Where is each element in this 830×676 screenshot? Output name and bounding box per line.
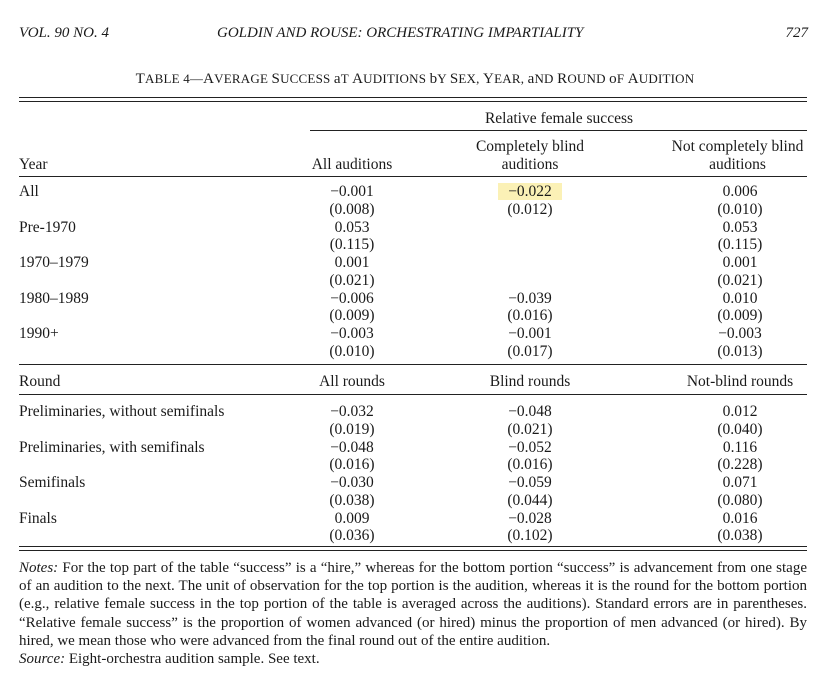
cell-standard-error: (0.012) [507, 200, 553, 218]
cell-standard-error: (0.044) [507, 491, 553, 509]
table-cell [292, 403, 412, 438]
cell-standard-error: (0.016) [507, 456, 553, 473]
caption-word: bY [429, 71, 447, 87]
caption-table-word: TABLE [135, 71, 180, 87]
cell-estimate: −0.003 [718, 325, 762, 342]
caption-word: AUDITIONS [352, 71, 427, 87]
cell-estimate: −0.001 [508, 325, 552, 342]
caption-word: ROUND [557, 71, 606, 87]
cell-estimate: −0.052 [508, 438, 552, 456]
cell-standard-error: (0.017) [507, 342, 553, 360]
journal-volume: VOL. 90 NO. 4 [19, 25, 109, 41]
colhead-all-rounds: All rounds [319, 373, 385, 390]
table-cell [680, 325, 800, 360]
cell-standard-error: (0.009) [717, 307, 763, 324]
cell-estimate: −0.059 [508, 474, 552, 491]
cell-estimate: 0.016 [722, 509, 758, 527]
bottom-row [0, 510, 830, 546]
colhead-blind-rounds: Blind rounds [489, 373, 571, 390]
cell-estimate: 0.012 [722, 403, 758, 420]
table-notes [19, 559, 807, 668]
cell-standard-error: (0.021) [717, 271, 763, 289]
cell-standard-error: (0.115) [329, 236, 375, 253]
cell-standard-error: (0.008) [329, 200, 375, 218]
cell-standard-error: (0.009) [329, 307, 375, 324]
notes-text: For the top part of the table “success” is a “hire,” whereas for the bottom portion “success” is advancement from one stage of an audition to the next. The unit of observation for the top portion is the audition, whereas it is the round for the bottom portion (e.g., relative female success in the top portion of the table is averaged across the auditions). Standard errors are in parentheses. “Relative female success” is the proportion of women advanced (or hired) minus the proportion of men advanced (or hired). By hired, we mean those who were advanced from the final round out of the entire audition. [19, 560, 807, 649]
top-row [0, 183, 830, 219]
cell-estimate: −0.028 [508, 509, 552, 527]
cell-standard-error: (0.038) [717, 527, 763, 544]
table-cell [292, 219, 412, 254]
table-cell [680, 290, 800, 325]
top-row [0, 254, 830, 290]
table-cell [292, 474, 412, 509]
row-label: Preliminaries, with semifinals [19, 438, 205, 456]
cell-standard-error: (0.102) [507, 527, 553, 544]
caption-word: YEAR, [483, 71, 525, 87]
cell-estimate: 0.116 [722, 438, 758, 456]
cell-standard-error: (0.021) [329, 271, 375, 289]
cell-estimate: −0.039 [508, 289, 552, 307]
table-cell [680, 403, 800, 438]
cell-estimate: 0.010 [722, 289, 758, 307]
top-row [0, 325, 830, 361]
table-cell [292, 510, 412, 545]
row-label: Preliminaries, without semifinals [19, 403, 225, 420]
cell-estimate: 0.053 [334, 218, 370, 236]
cell-estimate: −0.006 [330, 289, 374, 307]
cell-standard-error: (0.228) [717, 456, 763, 473]
cell-standard-error: (0.016) [507, 307, 553, 324]
caption-word: SUCCESS [271, 71, 331, 87]
cell-standard-error: (0.038) [329, 491, 375, 509]
table-cell [292, 254, 412, 289]
cell-standard-error: (0.021) [507, 420, 553, 438]
table-cell [292, 183, 412, 218]
cell-estimate: 0.001 [334, 254, 370, 271]
source-text: Eight-orchestra audition sample. See text. [65, 651, 320, 668]
cell-standard-error: (0.016) [329, 456, 375, 473]
caption-dash: — [189, 71, 204, 86]
top-rule-1 [19, 97, 807, 98]
cell-standard-error: (0.080) [717, 491, 763, 509]
table-cell [470, 403, 590, 438]
row-label: 1990+ [19, 325, 59, 342]
table-cell [292, 439, 412, 474]
cell-standard-error: (0.013) [717, 342, 763, 360]
row-head-year: Year [19, 156, 48, 173]
cell-estimate: 0.006 [722, 183, 758, 200]
top-row [0, 290, 830, 326]
header-rule [19, 176, 807, 177]
table-cell [470, 439, 590, 474]
cell-standard-error: (0.010) [329, 342, 375, 360]
table-cell [680, 439, 800, 474]
table-cell [470, 183, 590, 218]
mid-rule-1 [19, 364, 807, 365]
table-cell [470, 290, 590, 325]
cell-estimate: −0.048 [508, 403, 552, 420]
caption-word: SEX, [449, 71, 480, 87]
cell-standard-error: (0.010) [717, 200, 763, 218]
cell-standard-error: (0.115) [717, 236, 763, 253]
row-label: Pre-1970 [19, 218, 76, 236]
table-cell [292, 325, 412, 360]
colhead-not-completely-blind: Not completely blind auditions [671, 138, 804, 173]
bottom-rule-2 [19, 550, 807, 551]
top-rule-2 [19, 101, 807, 102]
cell-estimate: −0.048 [330, 438, 374, 456]
row-label: Finals [19, 509, 57, 527]
cell-estimate: 0.009 [334, 509, 370, 527]
cell-estimate: 0.071 [722, 474, 758, 491]
span-header: Relative female success [484, 110, 634, 127]
caption-word: oF [609, 71, 625, 87]
caption-word: AVERAGE [203, 71, 269, 87]
caption-word: aT [333, 71, 349, 87]
cell-standard-error: (0.036) [329, 527, 375, 544]
bottom-row [0, 403, 830, 439]
table-cell [680, 219, 800, 254]
cell-estimate: −0.003 [330, 325, 374, 342]
colhead-completely-blind: Completely blind auditions [475, 138, 585, 173]
page-number: 727 [785, 25, 808, 41]
cell-estimate: 0.001 [722, 254, 758, 271]
table-caption: TABLE 4—AVERAGE SUCCESS aT AUDITIONS bY SEX, YEAR, aND ROUND oF AUDITION [135, 71, 695, 87]
source-label: Source: [19, 651, 66, 668]
caption-word: aND [527, 71, 554, 87]
running-title: GOLDIN AND ROUSE: ORCHESTRATING IMPARTIALITY [217, 25, 584, 41]
table-cell [680, 254, 800, 289]
cell-estimate: −0.030 [330, 474, 374, 491]
row-label: 1970–1979 [19, 254, 89, 271]
colhead-all-auditions: All auditions [311, 156, 393, 173]
cell-estimate: −0.022 [470, 183, 590, 201]
table-cell [680, 474, 800, 509]
colhead-not-blind-rounds: Not-blind rounds [686, 373, 794, 390]
caption-word: AUDITION [627, 71, 695, 87]
top-row [0, 219, 830, 255]
table-cell [470, 325, 590, 360]
bottom-row [0, 474, 830, 510]
notes-label: Notes: [19, 560, 59, 576]
cell-standard-error: (0.040) [717, 420, 763, 438]
row-label: All [19, 183, 39, 200]
cell-estimate: −0.032 [330, 403, 374, 420]
table-cell [292, 290, 412, 325]
span-rule [310, 130, 807, 131]
row-head-round: Round [19, 373, 61, 390]
cell-standard-error: (0.019) [329, 420, 375, 438]
bottom-row [0, 439, 830, 475]
cell-estimate: 0.053 [722, 218, 758, 236]
bottom-rule-1 [19, 546, 807, 547]
table-cell [470, 510, 590, 545]
table-cell [680, 510, 800, 545]
row-label: Semifinals [19, 474, 86, 491]
cell-estimate: −0.001 [330, 183, 374, 200]
table-cell [680, 183, 800, 218]
mid-rule-2 [19, 394, 807, 395]
row-label: 1980–1989 [19, 289, 89, 307]
table-cell [470, 474, 590, 509]
